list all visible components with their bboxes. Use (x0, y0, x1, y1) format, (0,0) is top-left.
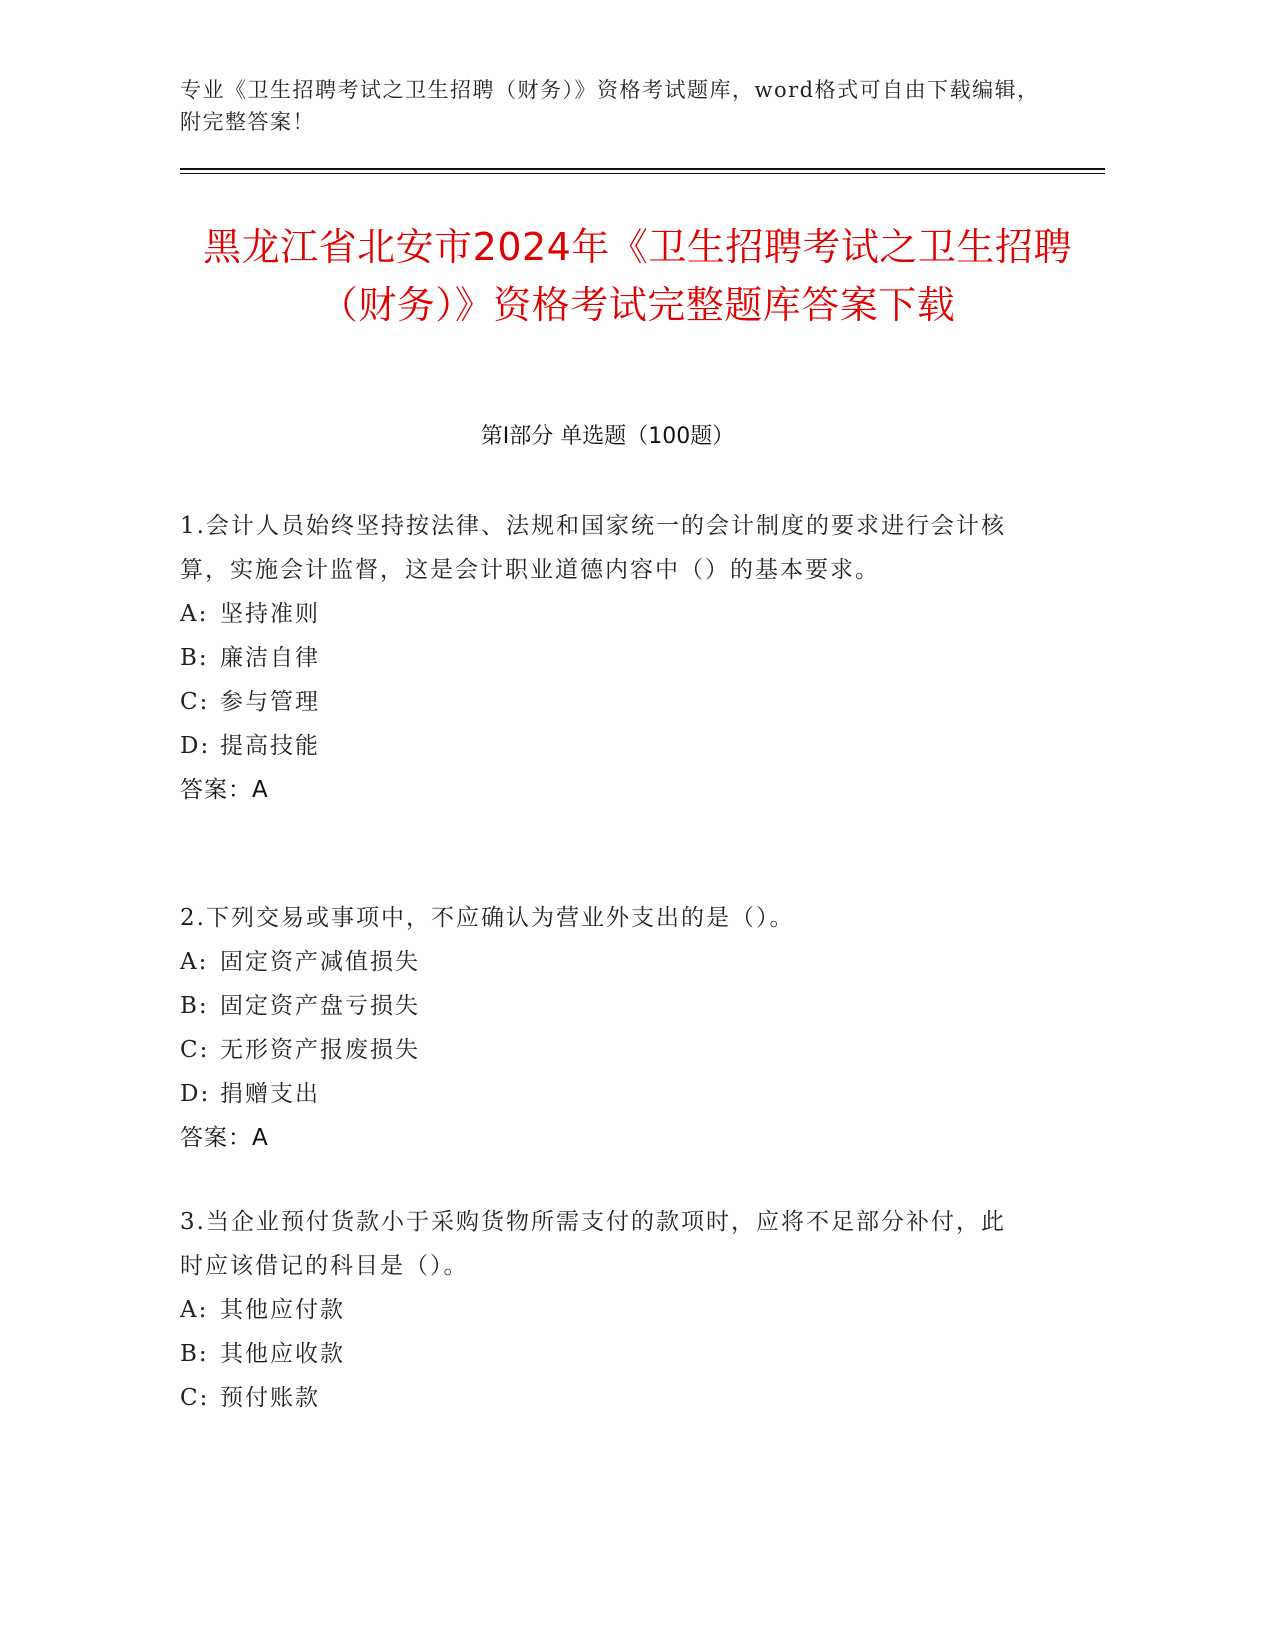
answer: 答案：A (180, 1125, 269, 1151)
option-a (180, 592, 1020, 636)
option-text: 其他应付款 (220, 1297, 345, 1323)
option-text: 提高技能 (220, 733, 320, 759)
question-1 (180, 504, 1020, 812)
option-b (180, 636, 1020, 680)
option-d (180, 724, 1020, 768)
option-letter: D: (180, 1081, 211, 1107)
header-rule-thin (180, 173, 1105, 174)
option-letter: A: (180, 1297, 209, 1323)
option-letter: D: (180, 733, 211, 759)
section-title: 第Ⅰ部分 单选题（100题） (480, 424, 735, 449)
option-letter: A: (180, 601, 209, 627)
question-stem: 1.会计人员始终坚持按法律、法规和国家统一的会计制度的要求进行会计核算，实施会计监督，这是会计职业道德内容中（）的基本要求。 (180, 513, 1006, 583)
option-text: 其他应收款 (220, 1341, 345, 1367)
option-letter: A: (180, 949, 209, 975)
option-letter: B: (180, 993, 209, 1019)
option-d (180, 1072, 1020, 1116)
option-text: 坚持准则 (220, 601, 320, 627)
option-text: 预付账款 (220, 1385, 320, 1411)
option-text: 无形资产报废损失 (220, 1037, 420, 1063)
option-text: 固定资产减值损失 (220, 949, 420, 975)
option-text: 参与管理 (220, 689, 320, 715)
question-stem: 2.下列交易或事项中，不应确认为营业外支出的是（）。 (180, 905, 795, 931)
option-a (180, 940, 1020, 984)
option-letter: C: (180, 1037, 210, 1063)
question-3 (180, 1200, 1020, 1420)
option-letter: C: (180, 1385, 210, 1411)
option-b (180, 984, 1020, 1028)
option-a (180, 1288, 1020, 1332)
answer: 答案：A (180, 777, 269, 803)
option-text: 捐赠支出 (220, 1081, 320, 1107)
option-c (180, 1028, 1020, 1072)
question-stem: 3.当企业预付货款小于采购货物所需支付的款项时，应将不足部分补付，此时应该借记的科目是（）。 (180, 1209, 1006, 1279)
option-text: 廉洁自律 (220, 645, 320, 671)
option-letter: B: (180, 1341, 209, 1367)
option-text: 固定资产盘亏损失 (220, 993, 420, 1019)
document-title: 黑龙江省北安市2024年《卫生招聘考试之卫生招聘（财务）》资格考试完整题库答案下载 (203, 225, 1072, 327)
header-note: 专业《卫生招聘考试之卫生招聘（财务）》资格考试题库，word格式可自由下载编辑，附完整答案！ (180, 78, 1040, 134)
option-b (180, 1332, 1020, 1376)
header-rule-thick (180, 168, 1105, 170)
question-2 (180, 896, 1020, 1160)
option-c (180, 680, 1020, 724)
option-letter: C: (180, 689, 210, 715)
option-letter: B: (180, 645, 209, 671)
option-c (180, 1376, 1020, 1420)
